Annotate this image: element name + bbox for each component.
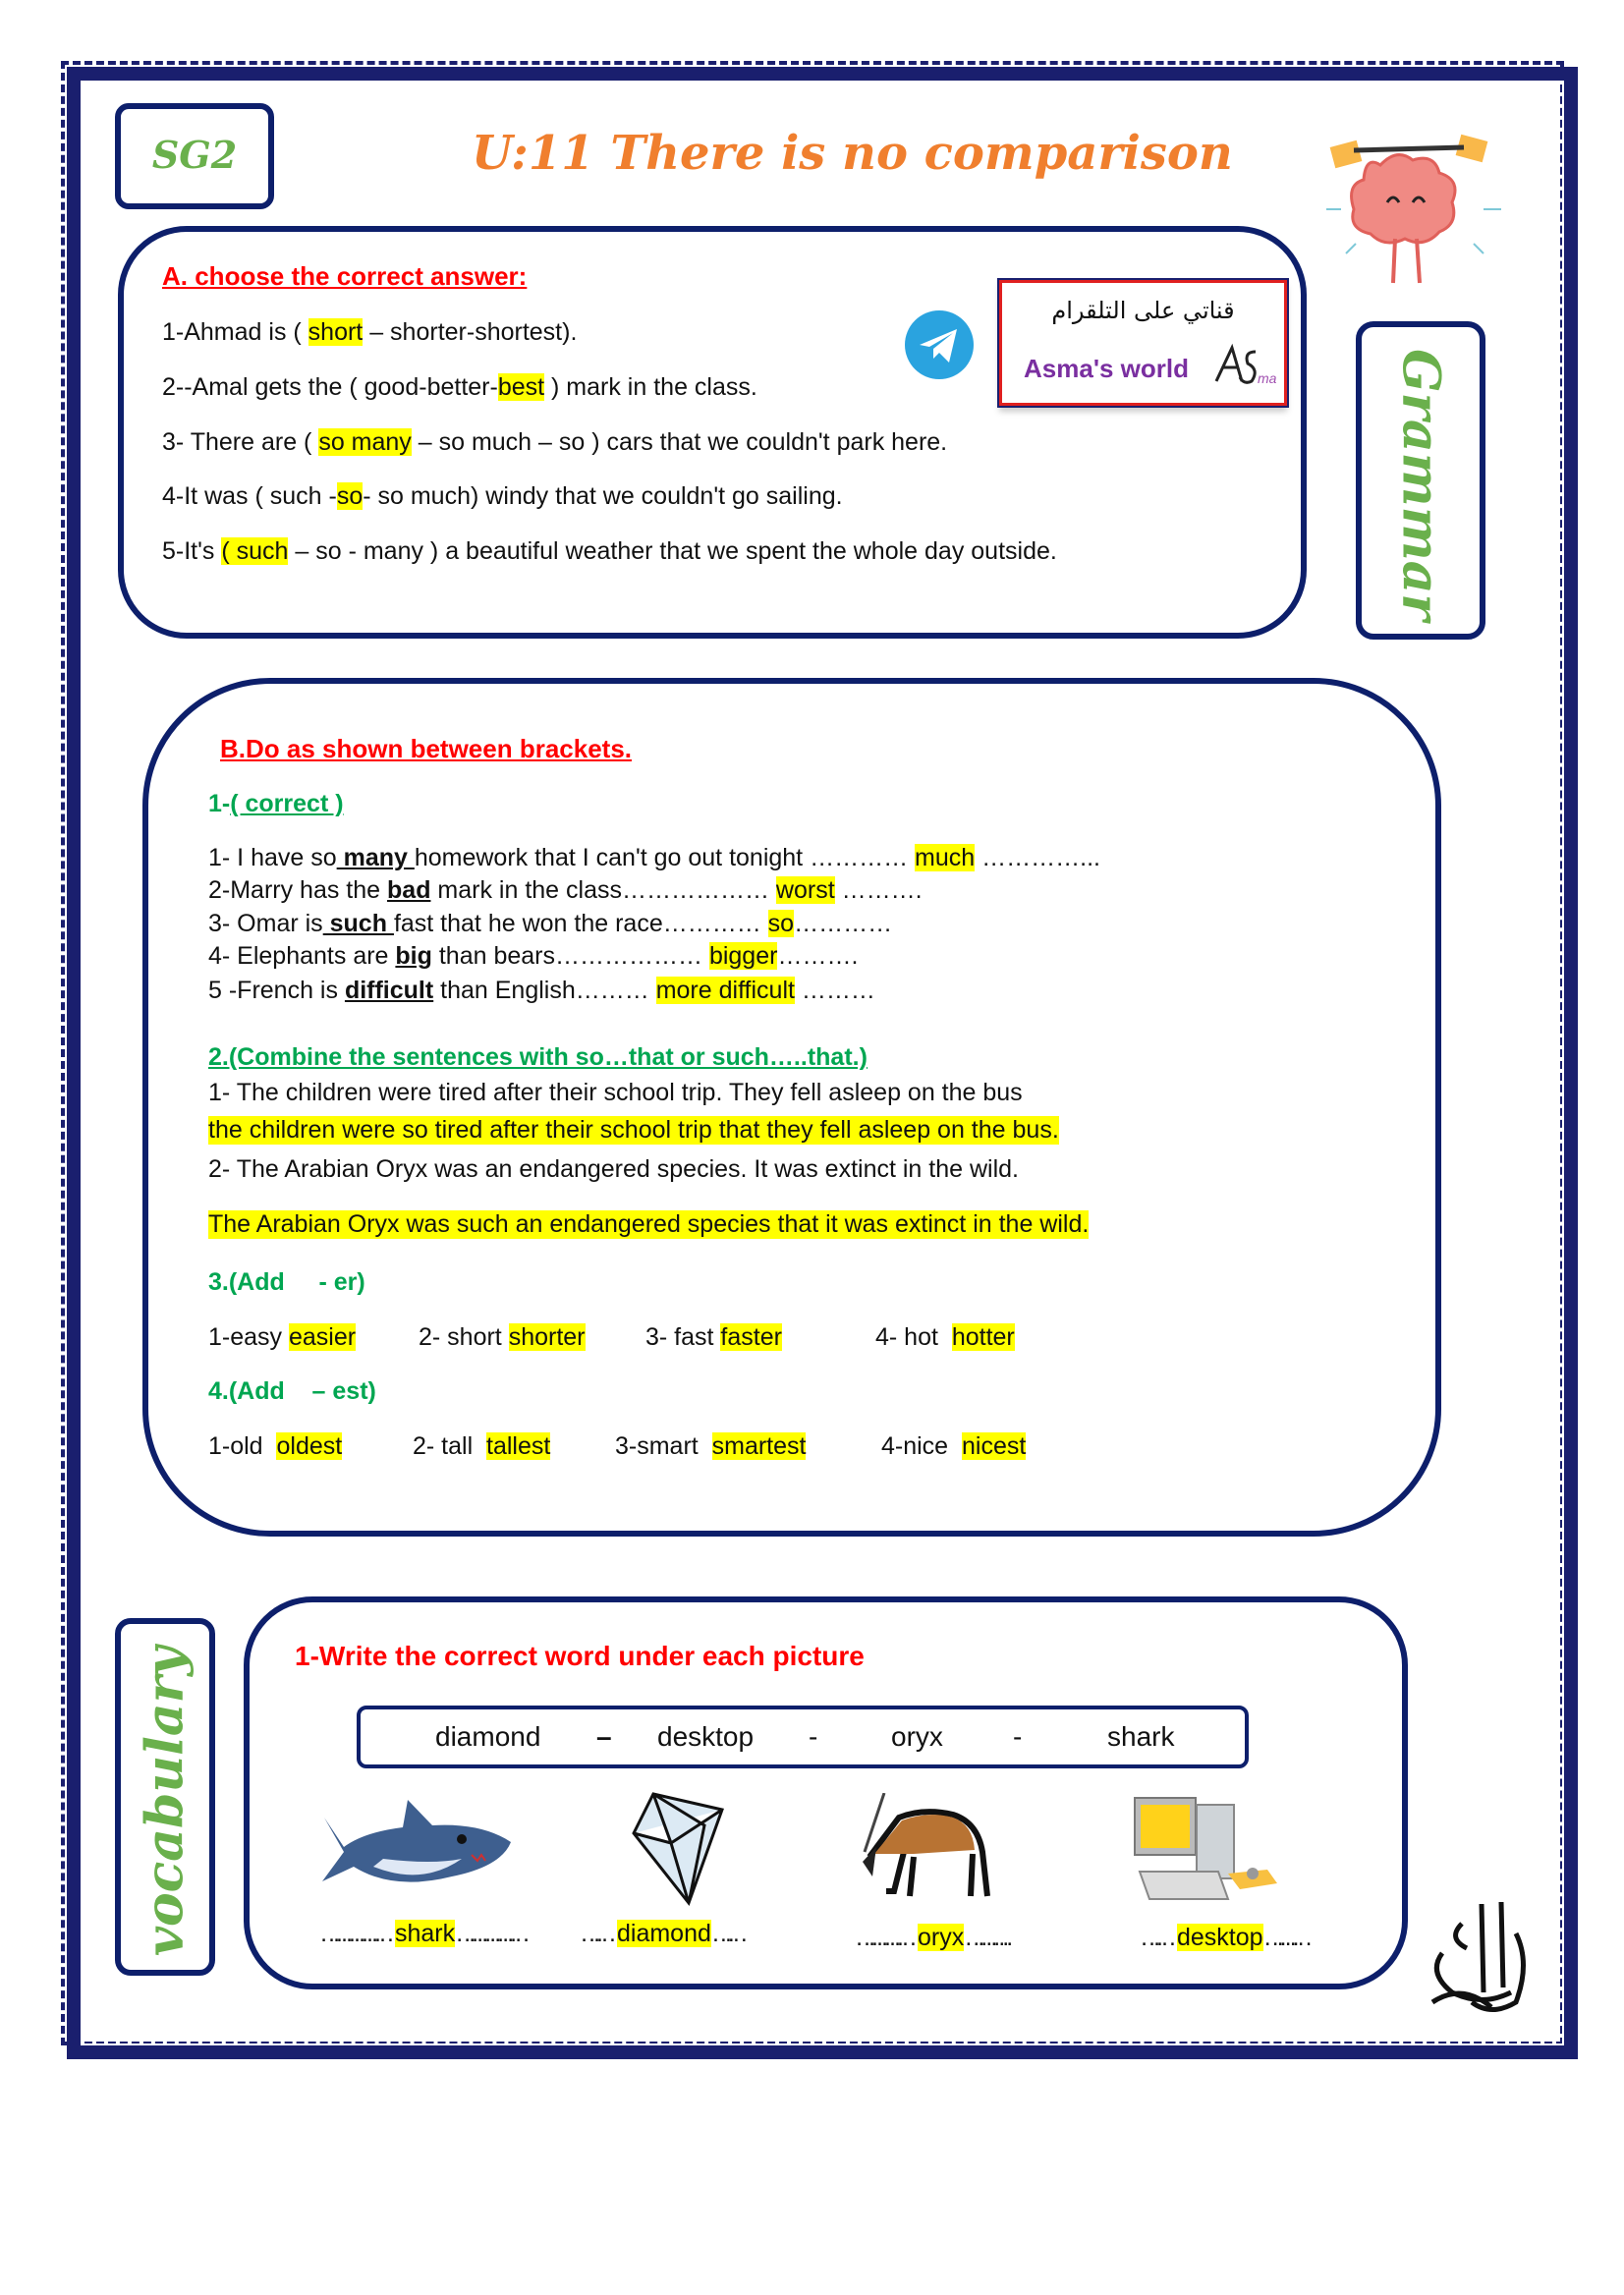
sg2-badge: [115, 103, 274, 209]
item-word: 1-old: [208, 1432, 277, 1460]
answer-dots: ……………: [455, 1920, 520, 1947]
q-text: 3- There are (: [162, 428, 319, 456]
item-dots: ……….: [777, 942, 859, 970]
answer-word: shark: [395, 1920, 456, 1947]
item-dots: ………: [794, 977, 875, 1004]
item-answer: much: [915, 844, 976, 871]
vocabulary-side-box: [115, 1618, 215, 1976]
item-word: 3- fast: [645, 1323, 721, 1351]
vocab-title: 1-Write the correct word under each picture: [295, 1641, 865, 1671]
est-item-3: [615, 1432, 806, 1461]
combine-question-2: 2- The Arabian Oryx was an endangered species. It was extinct in the wild.: [208, 1155, 1019, 1183]
item-text: 3- Omar is: [208, 910, 323, 937]
item-answer: easier: [288, 1323, 357, 1351]
combine-answer-2: The Arabian Oryx was such an endangered species that it was extinct in the wild.: [208, 1210, 1090, 1238]
q-answer: ( such: [221, 537, 289, 565]
question-a4: [162, 482, 843, 511]
word-bank-word: shark: [1107, 1721, 1175, 1752]
er-item-4: [875, 1323, 1015, 1352]
item-answer: faster: [720, 1323, 782, 1351]
q-answer: so many: [318, 428, 412, 456]
q-text: – so - many ) a beautiful weather that we spent the whole day outside.: [288, 537, 1057, 565]
section-a-title: A. choose the correct answer:: [162, 261, 528, 291]
item-text: fast that he won the race…………: [393, 910, 768, 937]
item-answer: worst: [775, 876, 835, 904]
est-item-2: [413, 1432, 550, 1461]
part1-heading: [208, 790, 344, 818]
item-text: mark in the class………………: [430, 876, 776, 904]
answer-word: oryx: [918, 1924, 965, 1951]
item-word: 2- tall: [413, 1432, 487, 1460]
part1-label: ( correct ): [230, 790, 344, 817]
svg-text:ma: ma: [1258, 370, 1277, 386]
er-item-2: [419, 1323, 586, 1352]
item-word: 3-smart: [615, 1432, 712, 1460]
item-word: 4-nice: [881, 1432, 962, 1460]
correct-item-1: [208, 844, 1100, 872]
er-item-1: [208, 1323, 356, 1352]
q-answer: short: [308, 318, 364, 346]
q-text: 5-It's: [162, 537, 222, 565]
diamond-icon: [614, 1790, 737, 1908]
answer-oryx: [855, 1924, 1009, 1952]
answer-dots: ………: [1262, 1924, 1302, 1951]
item-word: big: [395, 942, 432, 970]
q-text: 1-Ahmad is (: [162, 318, 308, 346]
item-answer: nicest: [961, 1432, 1027, 1460]
word-bank-separator: -: [1013, 1721, 1023, 1752]
telegram-icon[interactable]: [904, 309, 975, 380]
q-answer: so: [336, 482, 364, 510]
q-text: 4-It was ( such -: [162, 482, 337, 510]
telegram-channel-card[interactable]: [999, 280, 1287, 406]
part4-heading: 4.(Add – est): [208, 1377, 376, 1405]
question-a1: [162, 318, 577, 347]
question-a2: [162, 373, 757, 402]
correct-item-3: [208, 910, 892, 938]
est-item-1: [208, 1432, 342, 1461]
answer-dots: ……: [710, 1920, 737, 1947]
item-text: homework that I can't go out tonight …………: [414, 844, 916, 871]
item-answer: hotter: [951, 1323, 1015, 1351]
answer-dots: …………: [855, 1924, 906, 1951]
item-answer: more difficult: [655, 977, 795, 1004]
q-answer: best: [497, 373, 545, 401]
item-dots: …………...: [975, 844, 1100, 871]
correct-item-2: [208, 876, 923, 905]
q-text: – shorter-shortest).: [363, 318, 578, 346]
q-text: – so much – so ) cars that we couldn't park here.: [411, 428, 948, 456]
item-word: such: [322, 910, 394, 937]
item-dots: ……….: [834, 876, 923, 904]
item-word: 4- hot: [875, 1323, 952, 1351]
item-answer: oldest: [276, 1432, 343, 1460]
brain-lifting-icon: [1326, 126, 1503, 298]
word-bank-separator: -: [809, 1721, 818, 1752]
item-word: difficult: [344, 977, 434, 1004]
answer-dots: ……: [580, 1920, 605, 1947]
answer-dots: ……….: [964, 1924, 998, 1951]
est-item-4: [881, 1432, 1026, 1461]
page-title: U:11 There is no comparison: [472, 126, 1233, 181]
correct-item-5: [208, 977, 875, 1005]
er-item-3: [645, 1323, 782, 1352]
desktop-icon: [1130, 1793, 1297, 1911]
grammar-side-box: [1356, 321, 1485, 640]
item-text: 2-Marry has the: [208, 876, 388, 904]
word-bank-word: diamond: [435, 1721, 541, 1752]
part2-heading: 2.(Combine the sentences with so…that or such…..that.): [208, 1043, 868, 1071]
answer-word: diamond: [617, 1920, 711, 1947]
answer-shark: [319, 1920, 531, 1948]
item-text: 4- Elephants are: [208, 942, 396, 970]
question-a5: [162, 537, 1057, 566]
item-answer: smartest: [711, 1432, 807, 1460]
shark-icon: [314, 1798, 516, 1901]
item-text: than bears………………: [431, 942, 709, 970]
answer-word: desktop: [1177, 1924, 1263, 1951]
brand-name: Asma's world: [1024, 354, 1190, 383]
vocabulary-label: vocabulary: [135, 1646, 196, 1957]
part3-heading: 3.(Add - er): [208, 1268, 365, 1296]
word-bank-word: oryx: [891, 1721, 943, 1752]
item-word: many: [336, 844, 415, 871]
sg2-label: SG2: [151, 133, 238, 177]
oryx-icon: [845, 1793, 1007, 1906]
item-dots: …………: [794, 910, 893, 937]
arabic-calligraphy-icon: [1423, 1894, 1540, 2020]
asma-logo-icon: [1208, 342, 1277, 389]
word-bank-separator: –: [596, 1721, 612, 1752]
item-answer: shorter: [508, 1323, 586, 1351]
item-text: than English………: [433, 977, 656, 1004]
answer-diamond: [580, 1920, 749, 1948]
item-word: 2- short: [419, 1323, 509, 1351]
item-word: 1-easy: [208, 1323, 289, 1351]
channel-arabic-label: قناتي على التلقرام: [1051, 297, 1235, 324]
answer-dots: ……: [1140, 1924, 1165, 1951]
item-text: 1- I have so: [208, 844, 337, 871]
question-a3: [162, 428, 947, 457]
answer-dots: ……………: [319, 1920, 383, 1947]
correct-item-4: [208, 942, 858, 971]
word-bank: [357, 1706, 1249, 1768]
combine-question-1: 1- The children were tired after their school trip. They fell asleep on the bus: [208, 1079, 1023, 1106]
part1-number: 1-: [208, 790, 231, 817]
answer-desktop: [1140, 1924, 1314, 1952]
item-answer: tallest: [486, 1432, 551, 1460]
item-answer: bigger: [708, 942, 778, 970]
q-text: 2--Amal gets the ( good-better-: [162, 373, 498, 401]
q-text: - so much) windy that we couldn't go sailing.: [363, 482, 843, 510]
section-b-title: B.Do as shown between brackets.: [220, 734, 633, 763]
item-answer: so: [767, 910, 795, 937]
item-text: 5 -French is: [208, 977, 345, 1004]
combine-answer-1: the children were so tired after their school trip that they fell asleep on the bus.: [208, 1116, 1059, 1144]
word-bank-word: desktop: [657, 1721, 755, 1752]
q-text: ) mark in the class.: [544, 373, 757, 401]
item-word: bad: [387, 876, 431, 904]
grammar-label: Grammar: [1390, 349, 1451, 621]
